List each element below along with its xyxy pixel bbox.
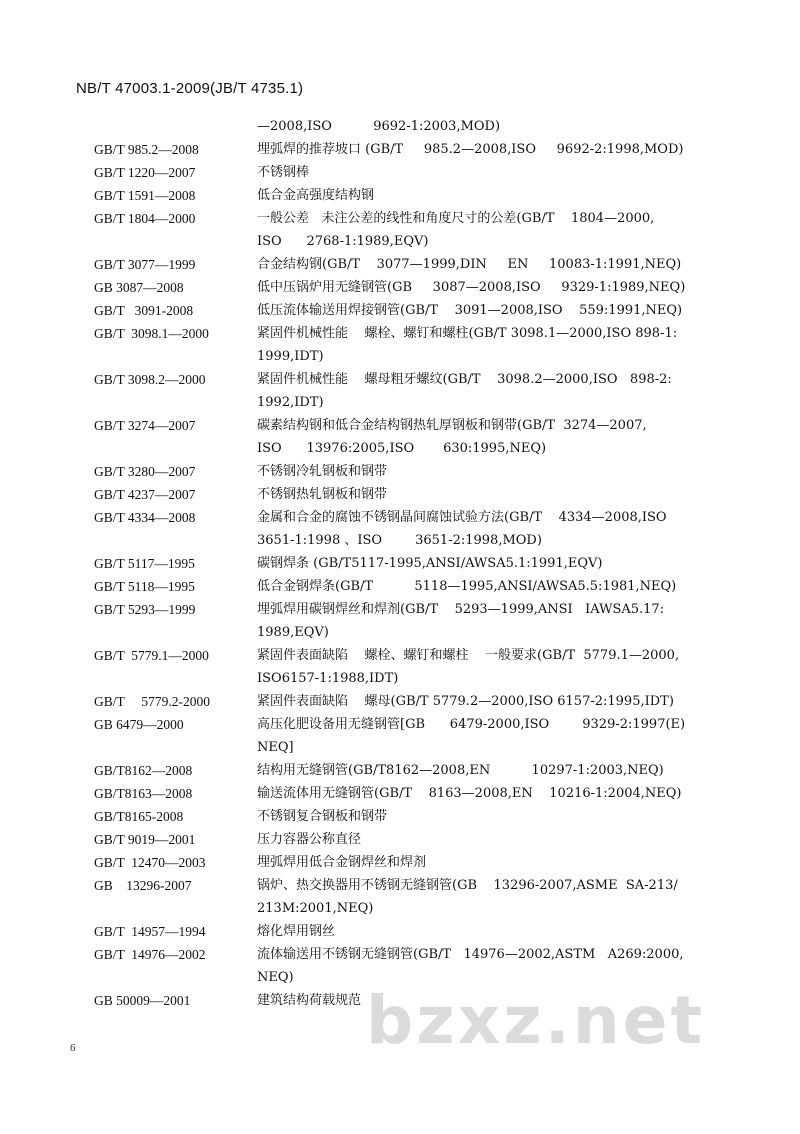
reference-row xyxy=(94,276,714,299)
reference-row xyxy=(94,713,714,759)
reference-row xyxy=(94,138,714,161)
reference-row xyxy=(94,759,714,782)
standard-code: GB/T 3077—1999 xyxy=(94,257,196,272)
watermark: bzxz.net xyxy=(366,982,706,1059)
standard-code: GB/T 9019—2001 xyxy=(94,832,196,847)
standard-code: GB/T 5117—1995 xyxy=(94,556,195,571)
standard-code: GB/T 3280—2007 xyxy=(94,464,196,479)
reference-row xyxy=(94,460,714,483)
standard-title: 低合金高强度结构钢 xyxy=(257,188,375,203)
standard-title: —2008,ISO 9692-1:2003,MOD) xyxy=(257,119,501,134)
reference-row xyxy=(94,805,714,828)
standard-title: 不锈钢棒 xyxy=(257,165,310,180)
reference-row xyxy=(94,161,714,184)
standard-code: GB/T 5118—1995 xyxy=(94,579,195,594)
standard-code: GB/T8163—2008 xyxy=(94,786,193,801)
reference-row xyxy=(94,184,714,207)
reference-row xyxy=(94,690,714,713)
standard-title: 埋弧焊用低合金钢焊丝和焊剂 xyxy=(257,855,427,870)
standard-code: GB/T 1220—2007 xyxy=(94,165,196,180)
standard-code: GB/T 4237—2007 xyxy=(94,487,196,502)
reference-row xyxy=(94,253,714,276)
standard-code: GB/T 5779.2-2000 xyxy=(94,694,211,709)
standard-title: 压力容器公称直径 xyxy=(257,832,362,847)
reference-row xyxy=(94,552,714,575)
standard-code: GB/T8162—2008 xyxy=(94,763,193,778)
standard-title: 建筑结构荷载规范 xyxy=(257,993,362,1008)
reference-row xyxy=(94,782,714,805)
standard-code: GB 13296-2007 xyxy=(94,878,192,893)
standard-code: GB/T 3274—2007 xyxy=(94,418,196,433)
standard-title: 低压流体输送用焊接钢管(GB/T 3091—2008,ISO 559:1991,NEQ) xyxy=(257,303,683,318)
standard-code: GB/T8165-2008 xyxy=(94,809,184,824)
standard-title: 输送流体用无缝钢管(GB/T 8163—2008,EN 10216-1:2004,NEQ) xyxy=(257,786,682,801)
standard-title: 结构用无缝钢管(GB/T8162—2008,EN 10297-1:2003,NEQ) xyxy=(257,763,664,778)
standard-title: 紧固件机械性能 螺栓、螺钉和螺柱(GB/T 3098.1—2000,ISO 898-1: 1999,IDT) xyxy=(257,326,678,364)
standard-code: GB 3087—2008 xyxy=(94,280,184,295)
standard-title: 埋弧焊用碳钢焊丝和焊剂(GB/T 5293—1999,ANSI IAWSA5.17: 1989,EQV) xyxy=(257,602,665,640)
standard-title: 锅炉、热交换器用不锈钢无缝钢管(GB 13296-2007,ASME SA-213/ 213M:2001,NEQ) xyxy=(257,878,678,916)
standard-code: GB/T 12470—2003 xyxy=(94,855,206,870)
standard-title: 一般公差 未注公差的线性和角度尺寸的公差(GB/T 1804—2000, ISO 2768-1:1989,EQV) xyxy=(257,211,655,249)
standard-title: 低合金钢焊条(GB/T 5118—1995,ANSI/AWSA5.5:1981,NEQ) xyxy=(257,579,677,594)
standard-code: GB/T 5293—1999 xyxy=(94,602,196,617)
standard-title: 埋弧焊的推荐坡口 (GB/T 985.2—2008,ISO 9692-2:1998,MOD) xyxy=(257,142,684,157)
reference-row xyxy=(94,483,714,506)
reference-row xyxy=(94,828,714,851)
standard-code: GB 50009—2001 xyxy=(94,993,191,1008)
reference-row xyxy=(94,322,714,368)
standard-title: 流体输送用不锈钢无缝钢管(GB/T 14976—2002,ASTM A269:2000, NEQ) xyxy=(257,947,684,985)
standard-code: GB/T 1591—2008 xyxy=(94,188,196,203)
reference-row xyxy=(94,207,714,253)
reference-row xyxy=(94,115,714,138)
standard-code: GB/T 3098.2—2000 xyxy=(94,372,206,387)
reference-row xyxy=(94,299,714,322)
standard-title: 合金结构钢(GB/T 3077—1999,DIN EN 10083-1:1991,NEQ) xyxy=(257,257,682,272)
reference-row xyxy=(94,920,714,943)
reference-row xyxy=(94,368,714,414)
reference-row xyxy=(94,851,714,874)
reference-row xyxy=(94,989,714,1012)
reference-row xyxy=(94,943,714,989)
standard-title: 高压化肥设备用无缝钢管[GB 6479-2000,ISO 9329-2:1997(E) NEQ] xyxy=(257,717,686,755)
standard-title: 碳素结构钢和低合金结构钢热轧厚钢板和钢带(GB/T 3274—2007, ISO 13976:2005,ISO 630:1995,NEQ) xyxy=(257,418,647,456)
standard-code: GB/T 3091-2008 xyxy=(94,303,194,318)
standard-title: 紧固件表面缺陷 螺栓、螺钉和螺柱 一般要求(GB/T 5779.1—2000, ISO6157-1:1988,IDT) xyxy=(257,648,680,686)
standard-code: GB/T 1804—2000 xyxy=(94,211,196,226)
reference-row xyxy=(94,506,714,552)
standard-code: GB/T 4334—2008 xyxy=(94,510,196,525)
reference-row xyxy=(94,644,714,690)
standard-title: 熔化焊用钢丝 xyxy=(257,924,336,939)
standard-title: 不锈钢冷轧钢板和钢带 xyxy=(257,464,388,479)
standard-title: 紧固件表面缺陷 螺母(GB/T 5779.2—2000,ISO 6157-2:1995,IDT) xyxy=(257,694,674,709)
standard-code: GB/T 14957—1994 xyxy=(94,924,206,939)
standard-code: GB/T 5779.1—2000 xyxy=(94,648,209,663)
standard-code: GB/T 985.2—2008 xyxy=(94,142,199,157)
standard-number-header: NB/T 47003.1-2009(JB/T 4735.1) xyxy=(76,80,304,97)
standard-title: 不锈钢热轧钢板和钢带 xyxy=(257,487,388,502)
normative-references-list xyxy=(94,115,714,1012)
standard-title: 不锈钢复合钢板和钢带 xyxy=(257,809,388,824)
standard-title: 碳钢焊条 (GB/T5117-1995,ANSI/AWSA5.1:1991,EQV) xyxy=(257,556,603,571)
reference-row xyxy=(94,414,714,460)
standard-title: 紧固件机械性能 螺母粗牙螺纹(GB/T 3098.2—2000,ISO 898-2: 1992,IDT) xyxy=(257,372,672,410)
reference-row xyxy=(94,874,714,920)
standard-code: GB 6479—2000 xyxy=(94,717,184,732)
reference-row xyxy=(94,575,714,598)
reference-row xyxy=(94,598,714,644)
standard-code: GB/T 3098.1—2000 xyxy=(94,326,209,341)
standard-code: GB/T 14976—2002 xyxy=(94,947,206,962)
standard-title: 低中压锅炉用无缝钢管(GB 3087—2008,ISO 9329-1:1989,NEQ) xyxy=(257,280,686,295)
standard-title: 金属和合金的腐蚀不锈钢晶间腐蚀试验方法(GB/T 4334—2008,ISO 3651-1:1998 、ISO 3651-2:1998,MOD) xyxy=(257,510,667,548)
page-number: 6 xyxy=(70,1042,76,1054)
